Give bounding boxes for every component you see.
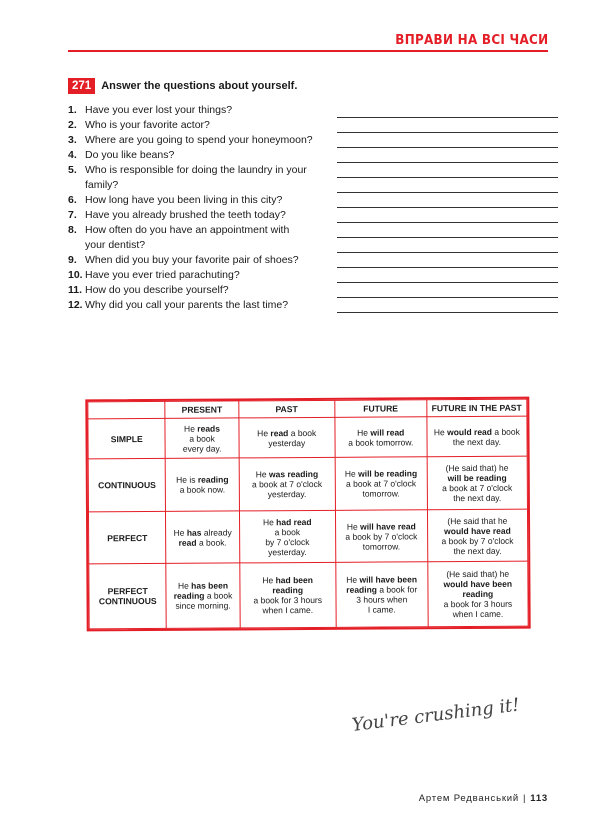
example-text: yesterday. <box>267 489 307 500</box>
tense-row-label-line: SIMPLE <box>110 433 143 444</box>
example-line <box>430 535 525 546</box>
question-item <box>68 193 558 208</box>
example-line <box>168 443 236 453</box>
answer-field[interactable] <box>337 268 558 283</box>
page-footer <box>419 793 548 804</box>
page-number: 113 <box>530 793 548 804</box>
verb-form: reading <box>173 590 205 601</box>
example-text: a book for <box>376 584 418 595</box>
tense-row <box>88 456 527 511</box>
example-text: every day. <box>182 443 222 454</box>
example-text: He <box>344 468 359 479</box>
answer-field[interactable] <box>337 298 558 313</box>
question-item <box>68 208 558 223</box>
answer-line[interactable] <box>337 148 558 163</box>
answer-field[interactable] <box>337 133 558 148</box>
example-line <box>168 423 236 433</box>
example-text: He <box>433 426 448 437</box>
example-line <box>242 489 333 500</box>
verb-form: will have read <box>360 520 416 532</box>
question-number: 7. <box>68 209 77 221</box>
example-line <box>337 427 424 438</box>
tense-row-label-line: PERFECT <box>107 586 148 597</box>
question-text <box>85 298 333 313</box>
question-text <box>85 133 333 148</box>
tense-example-cell <box>336 562 428 627</box>
answer-line[interactable] <box>337 223 558 238</box>
example-text: tomorrow. <box>362 540 401 552</box>
tense-row <box>89 561 528 628</box>
question-text-line: Who is responsible for doing the laundry in your <box>85 164 307 176</box>
example-text: He <box>346 521 361 532</box>
example-text: He <box>177 580 192 591</box>
tense-example-cell <box>428 561 529 626</box>
question-number: 10. <box>68 269 83 281</box>
example-line <box>430 599 525 610</box>
example-line <box>429 463 524 474</box>
example-text: a book now. <box>179 484 226 495</box>
answer-line[interactable] <box>337 133 558 148</box>
example-text: when I came. <box>452 608 504 620</box>
example-text: a book by 7 o'clock <box>441 535 514 546</box>
question-number: 12. <box>68 299 83 311</box>
example-line <box>168 527 236 537</box>
footer-separator: | <box>522 793 527 804</box>
verb-form: would read <box>447 426 492 437</box>
example-line <box>429 473 524 484</box>
example-line <box>430 493 525 504</box>
verb-form: has been <box>191 580 229 591</box>
example-line <box>337 437 424 448</box>
example-line <box>169 581 237 591</box>
example-text: He <box>184 423 198 434</box>
answer-line[interactable] <box>337 268 558 283</box>
question-text-line: Have you already brushed the teeth today? <box>85 209 286 221</box>
question-text-line: Who is your favorite actor? <box>85 119 210 131</box>
verb-form: will be reading <box>447 472 507 484</box>
example-line <box>242 575 333 586</box>
example-text: (He said that) he <box>445 462 509 474</box>
verb-form: reading <box>272 585 304 596</box>
tense-example-cell <box>239 458 335 511</box>
question-text <box>85 148 333 163</box>
example-text: He <box>262 575 276 586</box>
example-line <box>242 526 333 537</box>
example-line <box>338 531 425 542</box>
tense-example-cell <box>166 563 240 628</box>
answer-field[interactable] <box>337 208 558 223</box>
example-text: by 7 o'clock <box>265 536 310 547</box>
header-divider <box>68 50 548 52</box>
example-text: He <box>173 527 187 538</box>
verb-form: reads <box>197 423 220 434</box>
example-text: I came. <box>367 604 396 615</box>
example-text: since morning. <box>175 600 231 611</box>
example-text: He <box>255 469 270 480</box>
question-item <box>68 103 558 118</box>
question-item <box>68 118 558 133</box>
example-line <box>430 483 525 494</box>
question-number: 11. <box>68 284 83 296</box>
example-text: a book <box>274 526 301 537</box>
answer-field[interactable] <box>337 253 558 268</box>
tense-row <box>88 416 527 459</box>
question-text <box>85 208 333 223</box>
answer-field[interactable] <box>337 193 558 208</box>
example-text: He <box>346 574 360 585</box>
question-text <box>85 268 333 283</box>
example-line <box>241 479 332 490</box>
tense-row <box>88 509 527 564</box>
tense-column-header: PRESENT <box>165 401 238 418</box>
answer-line[interactable] <box>337 253 558 268</box>
example-line <box>430 569 525 580</box>
question-item <box>68 283 558 298</box>
example-line <box>430 589 525 600</box>
example-text: the next day. <box>453 492 502 504</box>
tense-column-header <box>88 401 166 418</box>
example-line <box>430 545 525 556</box>
example-text: a book at 7 o'clock <box>442 482 513 494</box>
answer-field[interactable] <box>337 103 558 118</box>
tense-row-label <box>88 459 166 512</box>
question-number: 3. <box>68 134 77 146</box>
example-line <box>430 525 525 536</box>
example-line <box>242 516 333 527</box>
answer-line[interactable] <box>337 298 558 313</box>
example-text: the next day. <box>452 436 501 447</box>
question-item <box>68 268 558 283</box>
exercise-heading <box>68 78 297 94</box>
example-text: yesterday. <box>268 546 307 557</box>
tense-example-cell <box>166 511 240 564</box>
example-line <box>169 601 237 611</box>
question-text <box>85 163 333 193</box>
example-line <box>241 437 332 448</box>
example-line <box>242 536 333 547</box>
question-text <box>85 253 333 268</box>
verb-form: would have been <box>443 578 513 590</box>
tense-row-label-line: CONTINUOUS <box>98 479 156 491</box>
question-text-line: family? <box>85 179 119 191</box>
tense-example-cell <box>239 510 335 563</box>
example-text: (He said that he <box>447 515 508 526</box>
example-text: He <box>262 516 277 527</box>
verb-form: had read <box>276 516 312 527</box>
example-line <box>338 584 425 595</box>
question-item <box>68 253 558 268</box>
answer-field[interactable] <box>337 163 558 193</box>
example-text: a book for 3 hours <box>443 598 513 610</box>
answer-line[interactable] <box>337 163 558 178</box>
example-line <box>429 436 524 447</box>
section-title: ВПРАВИ НА ВСІ ЧАСИ <box>394 33 548 48</box>
question-text-line: Where are you going to spend your honeymoon? <box>85 134 313 146</box>
question-text <box>85 118 333 133</box>
example-line <box>168 433 236 443</box>
example-text: a book at 7 o'clock <box>251 478 323 490</box>
question-text-line: Have you ever lost your things? <box>85 104 233 116</box>
verb-form: will have been <box>359 574 418 585</box>
question-number: 1. <box>68 104 77 116</box>
example-line <box>338 574 425 585</box>
tense-example-cell <box>427 416 528 457</box>
example-text: yesterday <box>268 437 306 448</box>
exercise-number-badge: 271 <box>68 78 95 94</box>
example-line <box>430 609 525 620</box>
tense-column-header: PAST <box>238 400 334 418</box>
tense-row-label-line: PERFECT <box>107 532 148 543</box>
example-text: He <box>357 427 371 438</box>
example-line <box>242 605 333 616</box>
example-line <box>168 484 236 494</box>
example-text: He <box>257 427 271 438</box>
question-number: 9. <box>68 254 77 266</box>
question-item <box>68 163 558 193</box>
example-line <box>241 469 332 480</box>
question-item <box>68 133 558 148</box>
answer-line[interactable] <box>337 118 558 133</box>
example-line <box>338 521 425 532</box>
answer-line[interactable] <box>337 283 558 298</box>
example-text: already <box>201 526 232 538</box>
answer-field[interactable] <box>337 223 558 253</box>
example-text: 3 hours when <box>356 594 408 605</box>
verb-form: would have read <box>444 525 511 536</box>
example-line <box>338 478 425 489</box>
example-line <box>241 427 332 438</box>
tense-example-cell <box>335 417 427 458</box>
question-number: 5. <box>68 164 77 176</box>
tense-row-label <box>88 511 166 564</box>
example-line <box>338 488 425 499</box>
motivation-text: You're crushing it! <box>350 694 521 736</box>
example-text: a book for 3 hours <box>253 595 323 606</box>
question-text-line: How often do you have an appointment with <box>85 224 290 236</box>
author-name: Артем Редванський <box>418 793 519 804</box>
verb-form: will read <box>370 427 405 438</box>
example-text: He is <box>176 474 198 485</box>
example-line <box>168 474 236 484</box>
example-text: the next day. <box>453 545 502 556</box>
question-list <box>68 103 558 313</box>
question-number: 8. <box>68 224 77 236</box>
example-line <box>430 515 525 526</box>
example-text: a book <box>189 433 215 444</box>
question-text-line: How do you describe yourself? <box>85 284 229 296</box>
example-text: (He said that) he <box>446 568 510 580</box>
question-number: 2. <box>68 119 77 131</box>
question-item <box>68 148 558 163</box>
example-text: a book tomorrow. <box>348 436 414 448</box>
answer-field[interactable] <box>337 283 558 298</box>
tense-table-frame <box>85 397 530 632</box>
answer-line[interactable] <box>337 238 558 253</box>
tense-example-cell <box>427 509 528 562</box>
tense-example-cell <box>427 456 528 509</box>
answer-line[interactable] <box>337 103 558 118</box>
example-line <box>242 595 333 606</box>
example-text: a book. <box>196 537 227 548</box>
question-text-line: How long have you been living in this city? <box>85 194 283 206</box>
tense-row-label <box>89 564 167 629</box>
exercise-instruction: Answer the questions about yourself. <box>101 80 298 92</box>
tense-example-cell <box>239 563 336 628</box>
example-text: tomorrow. <box>362 488 400 499</box>
question-text <box>85 223 333 253</box>
question-text <box>85 283 333 298</box>
tense-example-cell <box>335 457 427 510</box>
tense-column-header: FUTURE <box>335 400 427 418</box>
example-text: a book <box>491 426 520 437</box>
question-text <box>85 193 333 208</box>
tense-column-header: FUTURE IN THE PAST <box>427 399 527 417</box>
example-text: when I came. <box>262 605 314 616</box>
tense-table-body <box>88 416 528 629</box>
example-line <box>430 579 525 590</box>
tense-example-cell <box>239 417 335 458</box>
question-number: 4. <box>68 149 77 161</box>
question-text-line: Have you ever tried parachuting? <box>85 269 240 281</box>
question-text-line: When did you buy your favorite pair of shoes? <box>85 254 299 266</box>
verb-form: had been <box>275 575 313 586</box>
example-text: a book <box>288 427 317 438</box>
answer-line[interactable] <box>337 208 558 223</box>
tense-table <box>87 399 528 630</box>
example-line <box>337 468 424 479</box>
answer-field[interactable] <box>337 148 558 163</box>
example-line <box>338 594 425 605</box>
question-text-line: your dentist? <box>85 239 146 251</box>
verb-form: reading <box>462 589 494 600</box>
example-line <box>429 426 524 437</box>
answer-line[interactable] <box>337 193 558 208</box>
example-line <box>338 541 425 552</box>
verb-form: read <box>178 537 197 548</box>
question-item <box>68 298 558 313</box>
question-item <box>68 223 558 253</box>
example-line <box>169 591 237 601</box>
example-line <box>242 585 333 596</box>
verb-form: will be reading <box>358 468 418 479</box>
tense-example-cell <box>166 458 240 511</box>
answer-line[interactable] <box>337 178 558 193</box>
tense-example-cell <box>165 418 238 459</box>
tense-row-label-line: CONTINUOUS <box>98 596 157 607</box>
verb-form: read <box>270 427 289 438</box>
example-line <box>169 537 237 547</box>
verb-form: was reading <box>268 468 319 480</box>
verb-form: reading <box>346 584 377 595</box>
example-text: a book at 7 o'clock <box>345 478 417 489</box>
example-text: a book by 7 o'clock <box>345 530 418 542</box>
example-line <box>338 604 425 615</box>
example-text: a book <box>204 590 233 601</box>
tense-row-label <box>88 418 166 459</box>
verb-form: has <box>186 527 202 538</box>
question-text <box>85 103 333 118</box>
question-text-line: Why did you call your parents the last time? <box>85 299 289 311</box>
verb-form: reading <box>197 474 229 485</box>
tense-example-cell <box>335 510 427 563</box>
question-text-line: Do you like beans? <box>85 149 175 161</box>
example-line <box>242 546 333 557</box>
answer-field[interactable] <box>337 118 558 133</box>
question-number: 6. <box>68 194 77 206</box>
